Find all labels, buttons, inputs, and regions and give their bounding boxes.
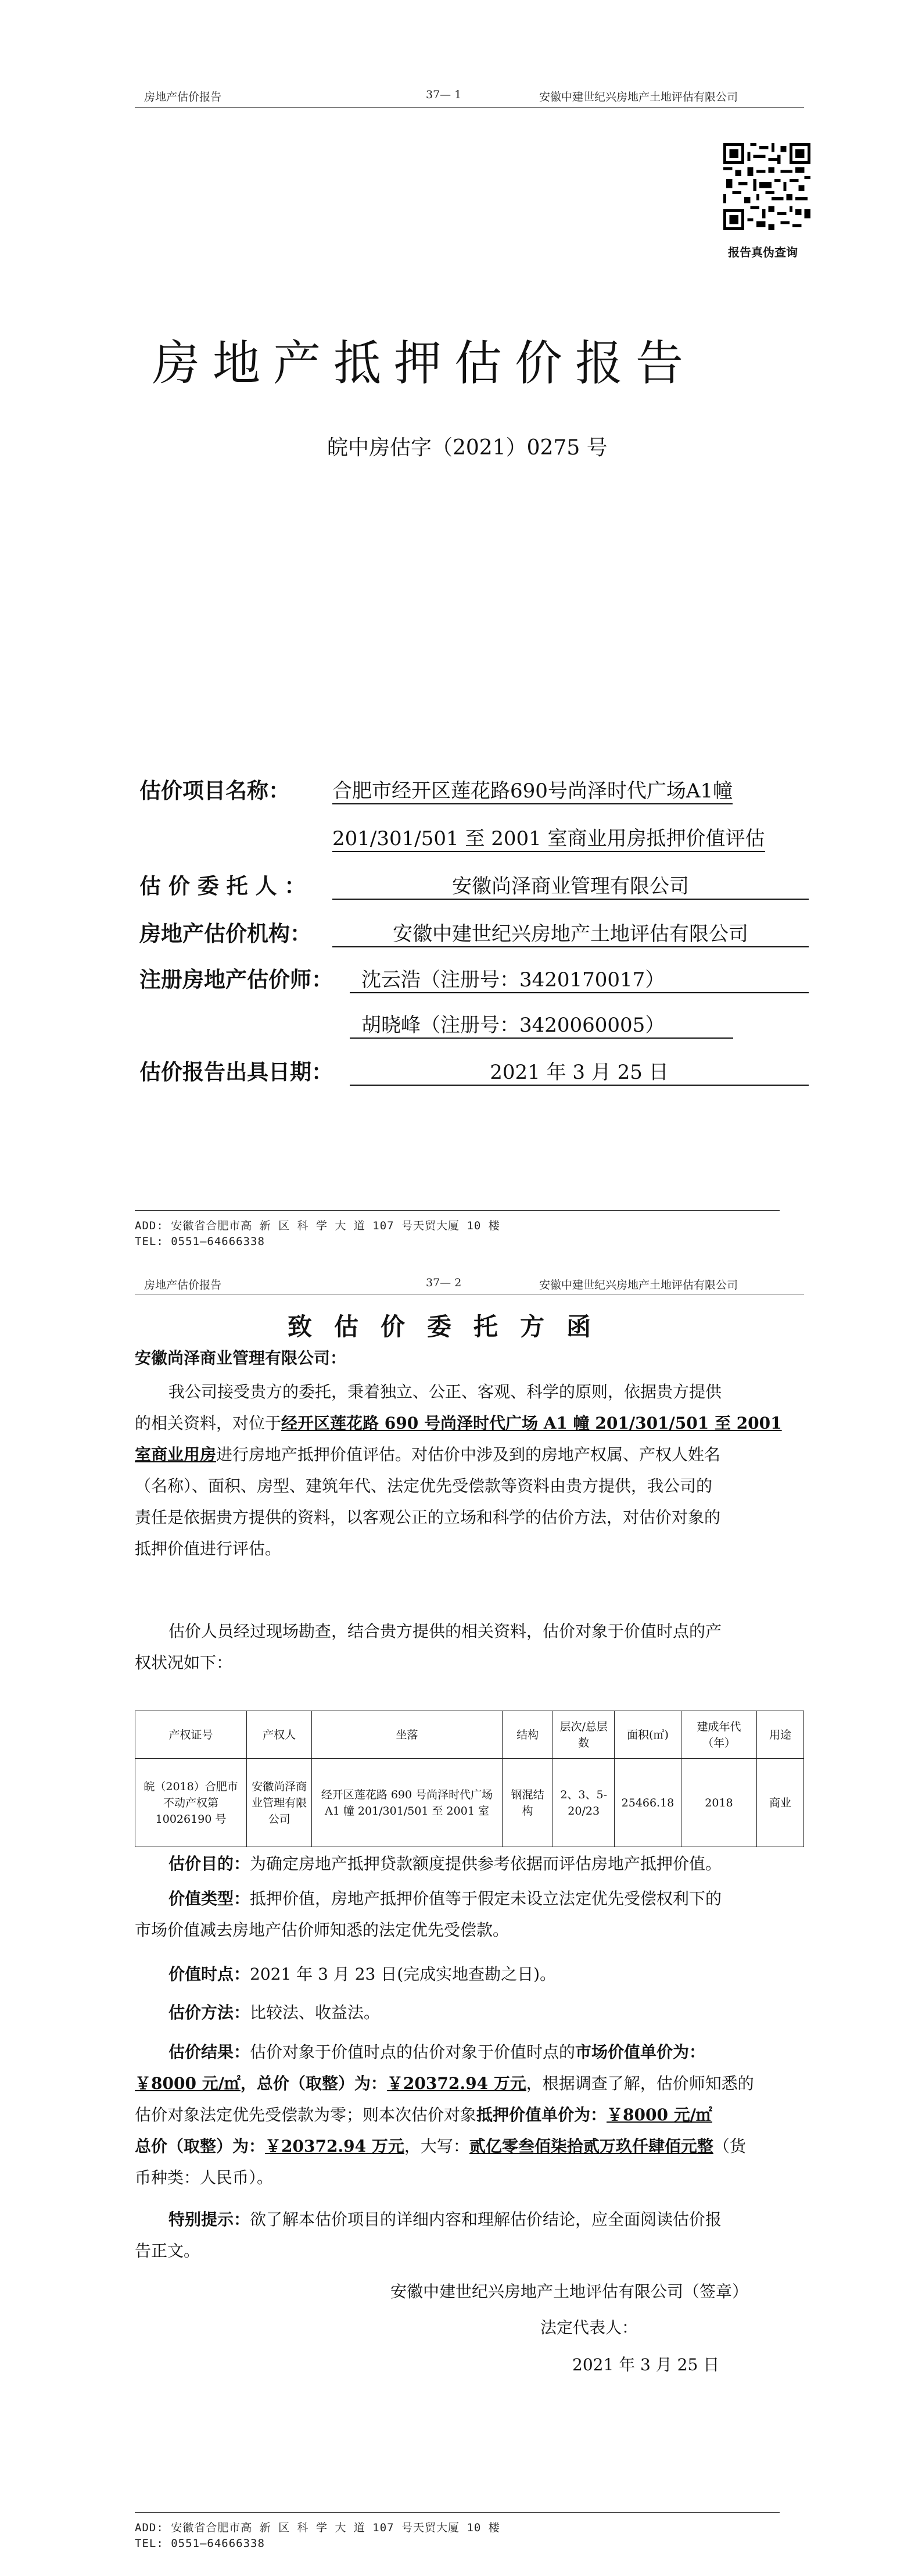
result-line2-post: ，根据调查了解，估价师知悉的 [526, 2074, 754, 2093]
table-header-cell: 用途 [756, 1711, 803, 1759]
table-cell-floors: 2、3、5-20/23 [553, 1759, 614, 1847]
salutation: 安徽尚泽商业管理有限公司： [135, 1348, 347, 1368]
appraiser-1-text: 沈云浩（注册号：3420170017） [361, 968, 665, 992]
table-header-cell: 建成年代（年） [681, 1711, 757, 1759]
purpose-label: 估价目的： [168, 1854, 250, 1873]
table-cell-cert-no: 皖（2018）合肥市不动产权第10026190 号 [135, 1759, 247, 1847]
result-line1-pre: 估价对象于价值时点的估价对象于价值时点的 [250, 2042, 576, 2062]
table-cell-area: 25466.18 [614, 1759, 681, 1847]
table-cell-use: 商业 [756, 1759, 803, 1847]
qr-caption: 报告真伪查询 [728, 245, 798, 259]
para1-line3-post: 进行房地产抵押价值评估。对估价中涉及到的房地产权属、产权人姓名 [216, 1445, 721, 1464]
method-line [168, 1997, 380, 2028]
value-type-line1 [168, 1883, 722, 1915]
mortgage-unit-price: ￥8000 元/㎡ [607, 2105, 712, 2124]
table-header-cell: 产权证号 [135, 1711, 247, 1759]
page1-header-left: 房地产估价报告 [144, 91, 222, 103]
table-header-cell: 坐落 [312, 1711, 503, 1759]
tip-line1 [168, 2204, 722, 2235]
page1-footer-address: ADD: 安徽省合肥市高 新 区 科 学 大 道 107 号天贸大厦 10 楼 [135, 1219, 500, 1232]
property-location: 经开区莲花路 690 号尚泽时代广场 A1 幢 201/301/501 至 2001 [281, 1414, 782, 1433]
result-label: 估价结果： [168, 2042, 250, 2062]
client-value-text: 安徽尚泽商业管理有限公司 [452, 875, 689, 898]
agency-value [332, 918, 809, 947]
property-table [135, 1711, 804, 1847]
tip-label: 特别提示： [168, 2210, 250, 2229]
client-label: 估 价 委 托 人 ： [139, 873, 306, 899]
tip-text1: 欲了解本估价项目的详细内容和理解估价结论，应全面阅读估价报 [250, 2210, 722, 2229]
value-date-line [168, 1959, 556, 1990]
result-line2 [135, 2068, 754, 2099]
report-date-value [350, 1056, 809, 1086]
table-header-cell: 面积(㎡) [614, 1711, 681, 1759]
result-line3-pre: 估价对象法定优先受偿款为零；则本次估价对象 [135, 2105, 477, 2124]
agency-value-text: 安徽中建世纪兴房地产土地评估有限公司 [393, 922, 748, 946]
method-text: 比较法、收益法。 [250, 2003, 381, 2022]
table-header-row [135, 1711, 804, 1759]
table-cell-location: 经开区莲花路 690 号尚泽时代广场 A1 幢 201/301/501 至 2001 室 [312, 1759, 503, 1847]
value-date-label: 价值时点： [168, 1965, 250, 1984]
market-unit-price: ￥8000 元/㎡ [135, 2074, 241, 2093]
page1-footer-rule [135, 1210, 780, 1211]
value-type-line2: 市场价值减去房地产估价师知悉的法定优先受偿款。 [135, 1920, 510, 1940]
para1-line5: 责任是依据贵方提供的资料，以客观公正的立场和科学的估价方法，对估价对象的 [135, 1508, 721, 1527]
table-cell-owner: 安徽尚泽商业管理有限公司 [247, 1759, 312, 1847]
project-name-label: 估价项目名称： [139, 778, 290, 803]
result-line4-post: （货 [713, 2137, 746, 2156]
table-cell-structure: 钢混结构 [502, 1759, 553, 1847]
purpose-text: 为确定房地产抵押贷款额度提供参考依据而评估房地产抵押价值。 [250, 1854, 722, 1873]
page1-header-rule [135, 107, 804, 108]
mortgage-total-label: 总价（取整）为： [135, 2137, 266, 2156]
table-row [135, 1759, 804, 1847]
page1-header-page-number: 37— 1 [426, 88, 462, 101]
report-title: 房地产抵押估价报告 [152, 336, 697, 391]
para1-line2 [135, 1408, 782, 1439]
signature-date: 2021 年 3 月 25 日 [572, 2355, 720, 2374]
page2-header-page-number: 37— 2 [426, 1276, 462, 1289]
result-line1 [168, 2037, 705, 2068]
market-total-price: ￥20372.94 万元 [386, 2074, 526, 2093]
project-name-value-line2: 201/301/501 至 2001 室商业用房抵押价值评估 [332, 822, 765, 852]
amount-in-words-label: ，大写： [404, 2137, 469, 2156]
value-type-label: 价值类型： [168, 1889, 250, 1908]
appraiser-label: 注册房地产估价师： [139, 967, 333, 992]
purpose-line [168, 1848, 722, 1880]
mortgage-total-price: ￥20372.94 万元 [265, 2137, 404, 2156]
signature-company: 安徽中建世纪兴房地产土地评估有限公司（签章） [390, 2282, 749, 2301]
page1-header-right: 安徽中建世纪兴房地产土地评估有限公司 [539, 91, 738, 103]
result-line3 [135, 2099, 712, 2131]
page2-footer-address: ADD: 安徽省合肥市高 新 区 科 学 大 道 107 号天贸大厦 10 楼 [135, 2521, 500, 2534]
page2-header-left: 房地产估价报告 [144, 1279, 222, 1291]
project-name-value-line1: 合肥市经开区莲花路690号尚泽时代广场A1幢 [332, 775, 733, 804]
table-header-cell: 层次/总层数 [553, 1711, 614, 1759]
page1-footer-phone: TEL: 0551—64666338 [135, 1235, 265, 1248]
result-line5: 币种类：人民币）。 [135, 2168, 274, 2187]
para2-line1: 估价人员经过现场勘查，结合贵方提供的相关资料，估价对象于价值时点的产 [168, 1622, 722, 1641]
value-type-text1: 抵押价值，房地产抵押价值等于假定未设立法定优先受偿权利下的 [250, 1889, 722, 1908]
page2-footer-phone: TEL: 0551—64666338 [135, 2537, 265, 2550]
para1-line3 [135, 1439, 720, 1471]
appraiser-2-text: 胡晓峰（注册号：3420060005） [361, 1014, 665, 1037]
report-date-label: 估价报告出具日期： [139, 1059, 333, 1085]
page2-header-right: 安徽中建世纪兴房地产土地评估有限公司 [539, 1279, 738, 1291]
document-number: 皖中房估字（2021）0275 号 [327, 436, 608, 460]
para1-line1: 我公司接受贵方的委托，秉着独立、公正、客观、科学的原则，依据贵方提供 [168, 1382, 722, 1401]
market-unit-price-label: 市场价值单价为： [575, 2042, 706, 2062]
para1-line2-pre: 的相关资料，对位于 [135, 1414, 282, 1433]
client-value [332, 870, 809, 900]
mortgage-unit-price-label: 抵押价值单价为： [476, 2105, 607, 2124]
method-label: 估价方法： [168, 2003, 250, 2022]
letter-title: 致估价委托方函 [288, 1312, 614, 1341]
table-header-cell: 产权人 [247, 1711, 312, 1759]
value-date-text: 2021 年 3 月 23 日(完成实地查勘之日)。 [250, 1965, 557, 1984]
amount-in-words: 贰亿零叁佰柒拾贰万玖仟肆佰元整 [469, 2137, 713, 2156]
table-cell-built-year: 2018 [681, 1759, 757, 1847]
tip-line2: 告正文。 [135, 2241, 200, 2260]
result-line4 [135, 2131, 746, 2162]
table-header-cell: 结构 [502, 1711, 553, 1759]
market-total-label: ，总价（取整）为： [240, 2074, 387, 2093]
signature-representative: 法定代表人： [540, 2318, 638, 2337]
report-date-text: 2021 年 3 月 25 日 [490, 1061, 669, 1084]
para1-line4: （名称）、面积、房型、建筑年代、法定优先受偿款等资料由贵方提供，我公司的 [135, 1476, 713, 1495]
property-use: 室商业用房 [135, 1445, 217, 1464]
page2-footer-rule [135, 2512, 780, 2513]
appraiser-1-value [350, 964, 809, 993]
qr-code-icon [723, 143, 810, 230]
para1-line6: 抵押价值进行评估。 [135, 1539, 282, 1558]
agency-label: 房地产估价机构： [139, 921, 311, 946]
para2-line2: 权状况如下： [135, 1653, 233, 1672]
appraiser-2-value [350, 1009, 733, 1039]
